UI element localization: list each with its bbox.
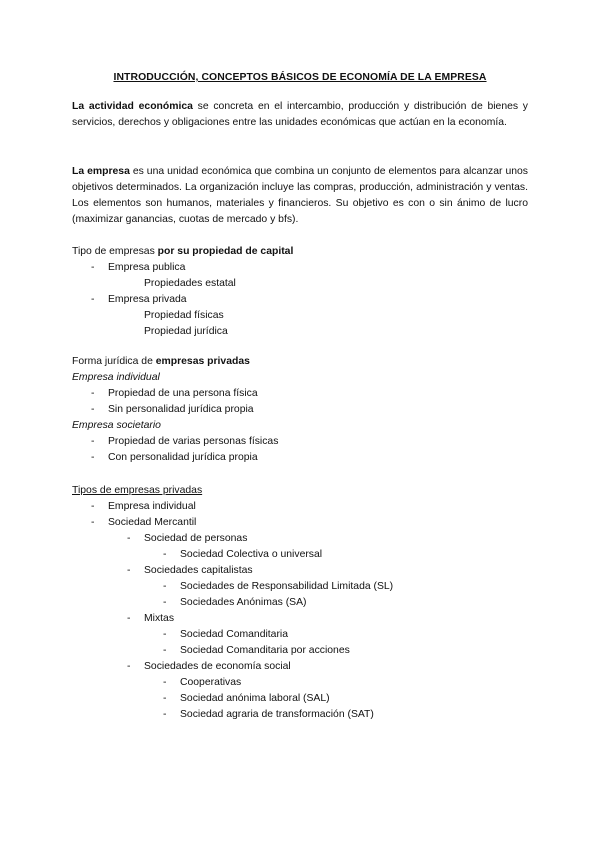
bullet-dash: - (91, 262, 95, 273)
list-subitem: Propiedades estatal (144, 278, 236, 289)
bullet-dash: - (163, 645, 167, 656)
bullet-dash: - (127, 533, 131, 544)
list-item: - Empresa privada (72, 292, 528, 308)
list-item: - Sin personalidad jurídica propia (72, 402, 528, 418)
bullet-dash: - (163, 693, 167, 704)
section-tipos-privadas (72, 483, 528, 723)
paragraph-empresa (72, 164, 528, 228)
list-item: - Empresa publica (72, 260, 528, 276)
bullet-dash: - (163, 629, 167, 640)
bullet-dash: - (163, 549, 167, 560)
document-page (72, 0, 528, 848)
bullet-dash: - (163, 597, 167, 608)
definition-actividad: se concreta en el intercambio, producción y distribución de bienes y servicios, derechos y obligaciones entre las unidades económicas que actúan en la economía. (72, 101, 528, 128)
section-heading: Tipo de empresas por su propiedad de capital (72, 246, 294, 257)
bullet-dash: - (163, 677, 167, 688)
list-item: - Sociedades de economía social (72, 659, 528, 675)
list-item: - Propiedad de una persona física (72, 386, 528, 402)
list-item: - Sociedad Mercantil (72, 515, 528, 531)
bullet-dash: - (127, 661, 131, 672)
bullet-dash: - (91, 501, 95, 512)
list-item: - Sociedad anónima laboral (SAL) (72, 691, 528, 707)
subheading-societario: Empresa societario (72, 420, 161, 431)
bullet-dash: - (91, 517, 95, 528)
bullet-dash: - (163, 709, 167, 720)
list-item: - Sociedad Comanditaria (72, 627, 528, 643)
section-propiedad-capital (72, 244, 528, 340)
list-item: - Sociedad de personas (72, 531, 528, 547)
list-item: - Mixtas (72, 611, 528, 627)
list-subitem: Propiedad jurídica (144, 326, 228, 337)
list-item: - Cooperativas (72, 675, 528, 691)
list-item: - Propiedad de varias personas físicas (72, 434, 528, 450)
bullet-dash: - (91, 452, 95, 463)
bullet-dash: - (91, 388, 95, 399)
list-item: - Sociedades Anónimas (SA) (72, 595, 528, 611)
term-empresa: La empresa (72, 166, 130, 177)
bullet-dash: - (91, 404, 95, 415)
definition-empresa: es una unidad económica que combina un conjunto de elementos para alcanzar unos objetivos determinados. La organización incluye las compras, producción, administración y ventas. Los elementos son humanos, materiales y financieros. Su objetivo es con o sin ánimo de lucro (maximizar ganancias, cuotas de mercado y bfs). (72, 166, 528, 225)
list-item: - Sociedades de Responsabilidad Limitada (SL) (72, 579, 528, 595)
subheading-individual: Empresa individual (72, 372, 160, 383)
list-item: - Sociedades capitalistas (72, 563, 528, 579)
bullet-dash: - (127, 613, 131, 624)
document-title: INTRODUCCIÓN, CONCEPTOS BÁSICOS DE ECONOMÍA DE LA EMPRESA (113, 72, 487, 83)
bullet-dash: - (163, 581, 167, 592)
paragraph-actividad (72, 99, 528, 131)
term-actividad: La actividad económica (72, 101, 193, 112)
list-item: - Sociedad Comanditaria por acciones (72, 643, 528, 659)
list-item: - Sociedad Colectiva o universal (72, 547, 528, 563)
list-item: - Empresa individual (72, 499, 528, 515)
list-subitem: Propiedad físicas (144, 310, 224, 321)
section-forma-juridica (72, 354, 528, 466)
section-heading: Tipos de empresas privadas (72, 485, 203, 496)
bullet-dash: - (91, 436, 95, 447)
list-item: - Con personalidad jurídica propia (72, 450, 528, 466)
section-heading: Forma jurídica de empresas privadas (72, 356, 250, 367)
list-item: - Sociedad agraria de transformación (SAT) (72, 707, 528, 723)
bullet-dash: - (127, 565, 131, 576)
bullet-dash: - (91, 294, 95, 305)
